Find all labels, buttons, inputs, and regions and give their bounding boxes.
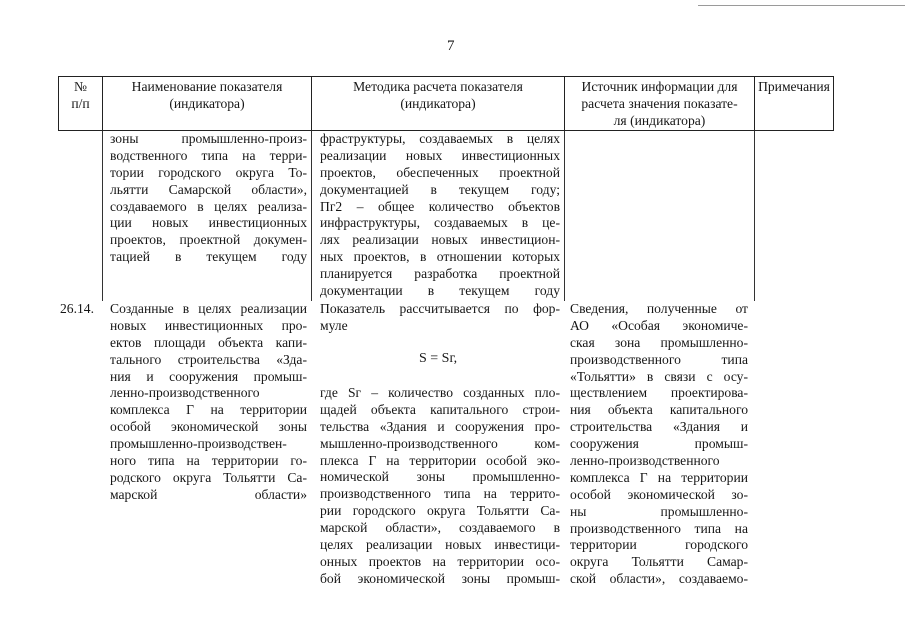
text-line: тельства «Здания и сооружения про-	[320, 418, 560, 434]
formula: S = Sг,	[419, 351, 458, 366]
header-col-method	[312, 77, 565, 130]
text-line: АО «Особая экономиче-	[570, 317, 748, 333]
text-line: особой экономической зо-	[570, 486, 748, 502]
text-line: строительства «Здания и	[570, 419, 748, 435]
column-rule	[754, 131, 755, 301]
text-line: реализации новых инвестиционных	[320, 147, 560, 163]
text-line: водственного типа на терри-	[110, 147, 307, 163]
text-line: плекса Г на территории особой эко-	[320, 452, 560, 468]
text-line: создаваемого в целях реализа-	[110, 198, 307, 214]
text-line: округа Тольятти Самар-	[570, 554, 748, 570]
text-line: проектов, проектной докумен-	[110, 232, 307, 248]
text-line: ния и сооружения промыш-	[110, 368, 307, 384]
header-text: п/п	[71, 95, 90, 111]
text-line: ленно-производственного	[570, 453, 720, 469]
column-rule	[311, 131, 312, 301]
header-text: Примечания	[758, 79, 830, 94]
text-line: ществлением проектирова-	[570, 385, 748, 401]
text-line: где Sг – количество созданных пло-	[320, 385, 560, 400]
header-text: Наименование показателя	[131, 79, 283, 94]
header-col-number	[59, 77, 103, 130]
row-number: 26.14.	[60, 301, 94, 316]
text-line: планируется разработка проектной	[320, 266, 560, 282]
text-line: льятти Самарской области»,	[110, 181, 307, 197]
text-line: Сведения, полученные от	[570, 301, 748, 316]
text-line: онных проектов на территории осо-	[320, 553, 560, 569]
header-text: Методика расчета показателя	[353, 79, 523, 94]
text-line: бой экономической зоны промыш-	[320, 570, 560, 586]
text-line: ны промышленно-	[570, 503, 748, 519]
text-line: ного типа на территории го-	[110, 453, 307, 469]
header-text: Источник информации для	[581, 79, 738, 94]
text-line: ния объекта капитального	[570, 402, 748, 418]
text-line: марской области»	[110, 486, 307, 502]
text-line: производственного типа на террито-	[320, 486, 560, 502]
row-2614-name-cell	[110, 301, 307, 504]
text-line: ных проектов, в отношении которых	[320, 249, 560, 265]
text-line: щадей объекта капитального строи-	[320, 401, 560, 417]
text-line: тории городского округа То-	[110, 164, 307, 180]
text-line: документацией в текущем году;	[320, 181, 560, 197]
text-line: инфраструктуры, создаваемых в це-	[320, 215, 560, 231]
text-line: производственного типа	[570, 351, 748, 367]
header-text: (индикатора)	[400, 95, 476, 111]
header-col-source	[565, 77, 755, 130]
text-line: лях реализации новых инвестицион-	[320, 232, 560, 248]
text-line: марской области», создаваемого в	[320, 520, 560, 536]
header-text: (индикатора)	[169, 95, 245, 111]
text-line: ектов площади объекта капи-	[110, 334, 307, 350]
header-col-notes	[755, 77, 833, 130]
row-2614-source-cell	[570, 301, 748, 588]
header-text: №	[74, 79, 87, 94]
header-col-name	[103, 77, 312, 130]
text-line: рии городского округа Тольятти Са-	[320, 503, 560, 519]
text-line: номической зоны промышленно-	[320, 469, 560, 485]
text-line: особой экономической зоны	[110, 419, 307, 435]
cont-name-cell	[110, 131, 307, 266]
text-line: Созданные в целях реализации	[110, 301, 307, 316]
page-number: 7	[447, 38, 455, 54]
text-line: тального строительства «Зда-	[110, 351, 307, 367]
text-line: фраструктуры, создаваемых в целях	[320, 131, 560, 146]
column-rule	[564, 131, 565, 301]
text-line: целях реализации новых инвестици-	[320, 537, 560, 553]
text-line: Показатель рассчитывается по фор-	[320, 301, 560, 316]
header-text: расчета значения показате-	[581, 95, 738, 111]
text-line: ская зона промышленно-	[570, 334, 748, 350]
scan-top-line	[698, 5, 905, 6]
text-line: документации в текущем году	[320, 283, 560, 299]
row-2614-method-intro	[320, 301, 560, 335]
table-header	[58, 76, 834, 131]
text-line: ской области», создаваемо-	[570, 571, 748, 587]
text-line: производственного типа на	[570, 520, 748, 536]
text-line: проектов, обеспеченных проектной	[320, 164, 560, 180]
text-line: сооружения промыш-	[570, 436, 748, 452]
text-line: Пг2 – общее количество объектов	[320, 198, 560, 214]
text-line: тацией в текущем году	[110, 249, 307, 265]
text-line: новых инвестиционных про-	[110, 317, 307, 333]
header-text: ля (индикатора)	[613, 112, 706, 128]
text-line: комплекса Г на территории	[110, 402, 307, 418]
text-line: «Тольятти» в связи с осу-	[570, 368, 748, 384]
text-line: ции новых инвестиционных	[110, 215, 307, 231]
cont-method-cell	[320, 131, 560, 300]
column-rule	[102, 131, 103, 301]
text-line: зоны промышленно-произ-	[110, 131, 307, 146]
text-line: территории городского	[570, 537, 748, 553]
text-line: муле	[320, 317, 348, 333]
text-line: комплекса Г на территории	[570, 469, 748, 485]
row-2614-method-cell	[320, 385, 560, 588]
text-line: мышленно-производственного ком-	[320, 435, 560, 451]
text-line: промышленно-производствен-	[110, 436, 287, 452]
text-line: родского округа Тольятти Са-	[110, 469, 307, 485]
text-line: ленно-производственного	[110, 385, 260, 401]
